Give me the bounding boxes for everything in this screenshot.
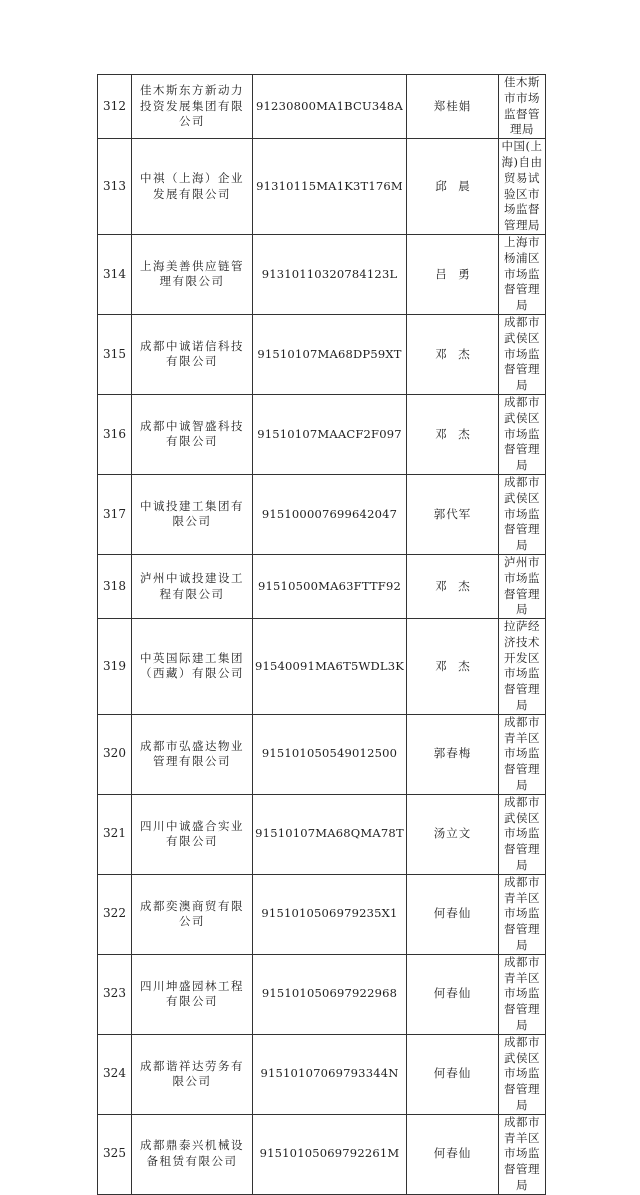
credit-code: 91510107MA68QMA78T xyxy=(253,794,407,874)
table-row xyxy=(98,75,546,139)
registration-authority: 佳木斯市市场监督管理局 xyxy=(499,75,546,139)
credit-code: 91510500MA63FTTF92 xyxy=(253,554,407,618)
registration-authority: 中国(上海)自由贸易试验区市场监督管理局 xyxy=(499,139,546,235)
row-number: 318 xyxy=(98,554,132,618)
credit-code: 91310110320784123L xyxy=(253,234,407,314)
registration-authority: 成都市武侯区市场监督管理局 xyxy=(499,314,546,394)
legal-representative: 邓杰 xyxy=(407,394,499,474)
registration-authority: 成都市青羊区市场监督管理局 xyxy=(499,714,546,794)
registration-authority: 成都市青羊区市场监督管理局 xyxy=(499,874,546,954)
company-name: 成都市弘盛达物业管理有限公司 xyxy=(132,714,253,794)
registration-authority: 上海市杨浦区市场监督管理局 xyxy=(499,234,546,314)
credit-code: 91310115MA1K3T176M xyxy=(253,139,407,235)
legal-representative: 邓杰 xyxy=(407,554,499,618)
company-name: 佳木斯东方新动力投资发展集团有限公司 xyxy=(132,75,253,139)
credit-code: 91510105069792296​8 xyxy=(253,954,407,1034)
registration-authority: 成都市武侯区市场监督管理局 xyxy=(499,474,546,554)
table-row xyxy=(98,954,546,1034)
credit-code: 91510105069792261M xyxy=(253,1114,407,1194)
registration-authority: 成都市武侯区市场监督管理局 xyxy=(499,394,546,474)
legal-representative: 邱晨 xyxy=(407,139,499,235)
credit-code: 91540091MA6T5WDL3K xyxy=(253,619,407,715)
table-row xyxy=(98,394,546,474)
table-row xyxy=(98,1114,546,1194)
legal-representative: 何春仙 xyxy=(407,954,499,1034)
table-row xyxy=(98,234,546,314)
row-number: 317 xyxy=(98,474,132,554)
credit-code: 915100007699642047 xyxy=(253,474,407,554)
table-row xyxy=(98,1034,546,1114)
row-number: 313 xyxy=(98,139,132,235)
row-number: 321 xyxy=(98,794,132,874)
legal-representative: 何春仙 xyxy=(407,1114,499,1194)
company-name: 成都中诚智盛科技有限公司 xyxy=(132,394,253,474)
company-name: 中英国际建工集团（西藏）有限公司 xyxy=(132,619,253,715)
table-row xyxy=(98,554,546,618)
company-name: 成都鼎泰兴机械设备租赁有限公司 xyxy=(132,1114,253,1194)
legal-representative: 何春仙 xyxy=(407,874,499,954)
credit-code: 915101050549012500 xyxy=(253,714,407,794)
registration-authority: 成都市青羊区市场监督管理局 xyxy=(499,1114,546,1194)
legal-representative: 吕勇 xyxy=(407,234,499,314)
registration-authority: 成都市武侯区市场监督管理局 xyxy=(499,1034,546,1114)
row-number: 315 xyxy=(98,314,132,394)
legal-representative: 何春仙 xyxy=(407,1034,499,1114)
legal-representative: 郑桂娟 xyxy=(407,75,499,139)
row-number: 319 xyxy=(98,619,132,715)
legal-representative: 邓杰 xyxy=(407,314,499,394)
table-row xyxy=(98,619,546,715)
company-name: 成都谐祥达劳务有限公司 xyxy=(132,1034,253,1114)
row-number: 324 xyxy=(98,1034,132,1114)
row-number: 320 xyxy=(98,714,132,794)
row-number: 325 xyxy=(98,1114,132,1194)
company-table xyxy=(97,74,545,1195)
table-row xyxy=(98,314,546,394)
company-name: 中诚投建工集团有限公司 xyxy=(132,474,253,554)
table-row xyxy=(98,139,546,235)
row-number: 322 xyxy=(98,874,132,954)
credit-code: 91230800MA1BCU348A xyxy=(253,75,407,139)
company-name: 泸州中诚投建设工程有限公司 xyxy=(132,554,253,618)
company-name: 四川坤盛园林工程有限公司 xyxy=(132,954,253,1034)
company-name: 成都奕澳商贸有限公司 xyxy=(132,874,253,954)
row-number: 314 xyxy=(98,234,132,314)
table-row xyxy=(98,874,546,954)
table-row xyxy=(98,714,546,794)
credit-code: 91510107069793344N xyxy=(253,1034,407,1114)
company-name: 成都中诚诺信科技有限公司 xyxy=(132,314,253,394)
company-name: 上海美善供应链管理有限公司 xyxy=(132,234,253,314)
legal-representative: 郭代军 xyxy=(407,474,499,554)
registration-authority: 成都市武侯区市场监督管理局 xyxy=(499,794,546,874)
legal-representative: 郭春梅 xyxy=(407,714,499,794)
legal-representative: 邓杰 xyxy=(407,619,499,715)
company-name: 中祺（上海）企业发展有限公司 xyxy=(132,139,253,235)
row-number: 323 xyxy=(98,954,132,1034)
registration-authority: 泸州市市场监督管理局 xyxy=(499,554,546,618)
table-row xyxy=(98,474,546,554)
registration-authority: 成都市青羊区市场监督管理局 xyxy=(499,954,546,1034)
row-number: 312 xyxy=(98,75,132,139)
row-number: 316 xyxy=(98,394,132,474)
credit-code: 915101050697923​5X1 xyxy=(253,874,407,954)
credit-code: 91510107MA68DP59XT xyxy=(253,314,407,394)
table-row xyxy=(98,794,546,874)
credit-code: 91510107MAACF2F097 xyxy=(253,394,407,474)
company-table-grid xyxy=(97,74,546,1195)
registration-authority: 拉萨经济技术开发区市场监督管理局 xyxy=(499,619,546,715)
legal-representative: 汤立文 xyxy=(407,794,499,874)
company-name: 四川中诚盛合实业有限公司 xyxy=(132,794,253,874)
